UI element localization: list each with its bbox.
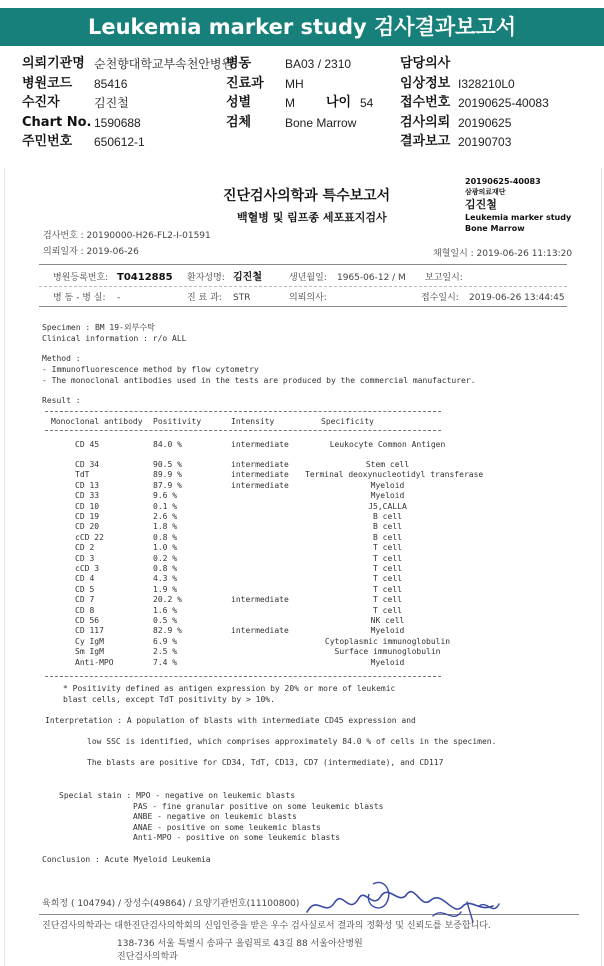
marker-name: CD 45: [75, 440, 100, 449]
lab-department: 진단검사의학과: [117, 952, 178, 962]
marker-specificity: Myeloid: [370, 491, 405, 501]
marker-specificity: T cell: [373, 574, 402, 584]
marker-positivity: 0.8 %: [153, 564, 178, 573]
marker-positivity: 1.9 %: [153, 584, 178, 594]
table-row: [5, 460, 601, 471]
stamp-test: Leukemia marker study: [465, 213, 572, 222]
marker-name: CD 34: [75, 460, 100, 469]
footnote-line: blast cells, except TdT positivity by > 10%.: [63, 694, 275, 704]
special-stain-line: PAS - fine granular positive on some leukemic blasts: [133, 801, 384, 811]
special-stain-line: Special stain : MPO - negative on leukemic blasts: [59, 791, 296, 800]
header-ward-label: 병동: [226, 56, 252, 71]
marker-name: cCD 3: [75, 564, 100, 573]
stamp-patient: 김진철: [465, 198, 497, 211]
header-report-date-value: 20190703: [458, 135, 512, 149]
table-row: [5, 564, 601, 575]
doctor-label: 의뢰의사:: [289, 293, 327, 303]
certification-text: 진단검사의학과는 대한진단검사의학회의 신임인증을 받은 우수 검사실로서 결과의 정확성 및 신뢰도를 보증합니다.: [42, 921, 491, 931]
marker-intensity: intermediate: [231, 595, 289, 605]
name-value: 김진철: [233, 272, 262, 283]
header-resident-no-label: 주민번호: [22, 134, 73, 149]
header-report-date-label: 결과보고: [400, 134, 451, 149]
marker-specificity: Stem cell: [365, 460, 410, 469]
table-row: [5, 470, 601, 481]
report-subtitle: 백혈병 및 림프종 세포표지검사: [237, 211, 387, 224]
method-line: - The monoclonal antibodies used in the tests are produced by the commercial manufacturer.: [42, 375, 476, 385]
exam-number: 검사번호 : 20190000-H26-FL2-I-01591: [43, 231, 211, 241]
specimen-line: Specimen : BM 19-외부수탁: [42, 323, 155, 332]
header-sex-label: 성별: [226, 95, 252, 110]
table-row: [5, 440, 601, 451]
interpretation-line: low SSC is identified, which comprises approximately 84.0 % of cells in the specimen.: [87, 737, 497, 746]
header-specimen-value: Bone Marrow: [285, 115, 357, 130]
marker-specificity: Terminal deoxynucleotidyl transferase: [305, 470, 484, 480]
header-referrer-label: 의뢰기관명: [22, 56, 85, 71]
marker-specificity: B cell: [373, 532, 402, 542]
marker-name: CD 33: [75, 491, 100, 501]
col-antibody: Monoclonal antibody: [51, 417, 143, 426]
marker-intensity: intermediate: [231, 626, 289, 636]
receive-value: 2019-06-26 13:44:45: [469, 293, 565, 303]
marker-positivity: 90.5 %: [153, 460, 182, 469]
stamp-specimen: Bone Marrow: [465, 224, 525, 233]
col-specificity: Specificity: [321, 417, 374, 426]
dept-label: 진 료 과:: [187, 293, 222, 303]
table-row: [5, 491, 601, 502]
table-row: [5, 554, 601, 565]
header-specimen-label: 검체: [226, 114, 252, 130]
marker-specificity: T cell: [373, 564, 402, 573]
marker-name: CD 20: [75, 522, 100, 532]
marker-name: CD 4: [75, 574, 95, 584]
header-sex-value: M: [285, 96, 295, 110]
marker-intensity: intermediate: [231, 460, 289, 469]
table-row: [5, 522, 601, 533]
result-title: Result :: [42, 396, 81, 405]
special-stain-line: ANAE - positive on some leukemic blasts: [133, 822, 321, 832]
header-department-label: 진료과: [226, 75, 264, 91]
footnote-line: * Positivity defined as antigen expression by 20% or more of leukemic: [63, 684, 396, 693]
marker-name: TdT: [75, 470, 90, 480]
header-request-date-label: 검사의뢰: [400, 114, 451, 130]
header-doctor-label: 담당의사: [400, 56, 451, 71]
special-stain-line: Anti-MPO - positive on some leukemic blasts: [133, 833, 341, 842]
table-row: [5, 626, 601, 637]
table-row: [5, 616, 601, 627]
result-table-header: [5, 417, 601, 428]
table-row: [5, 595, 601, 606]
marker-specificity: Surface immunoglobulin: [334, 647, 441, 657]
special-stain-line: ANBE - negative on leukemic blasts: [133, 812, 297, 821]
stamp-lab-name: 삼광의료재단: [465, 188, 506, 196]
table-row: [5, 502, 601, 513]
birth-value: 1965-06-12 / M: [337, 273, 406, 283]
header-resident-no-value: 650612-1: [94, 135, 145, 149]
dept-value: STR: [233, 293, 251, 303]
marker-name: CD 13: [75, 480, 100, 490]
marker-specificity: B cell: [373, 522, 402, 532]
receipt-stamp: [465, 176, 571, 234]
method-title: Method :: [42, 354, 81, 363]
marker-specificity: T cell: [373, 605, 402, 615]
interpretation-line: The blasts are positive for CD34, TdT, CD13, CD7 (intermediate), and CD117: [87, 758, 444, 767]
header-referrer-value: 순천향대학교부속천안병원: [94, 57, 234, 71]
birth-label: 생년월일:: [289, 273, 327, 283]
signers: 육희정 ( 104794) / 장성수(49864) / 요양기관번호(11100800): [42, 899, 300, 909]
marker-intensity: intermediate: [231, 470, 289, 480]
method-line: - Immunofluorescence method by flow cytometry: [42, 365, 259, 374]
marker-name: Cy IgM: [75, 636, 104, 646]
clinical-info-line: Clinical information : r/o ALL: [42, 334, 187, 343]
header-age-label: 나이: [326, 95, 352, 110]
marker-positivity: 0.2 %: [153, 553, 178, 563]
reg-value: T0412885: [117, 272, 173, 283]
ward-value: -: [117, 293, 121, 303]
marker-specificity: B cell: [373, 512, 402, 521]
marker-specificity: Cytoplasmic immunoglobulin: [324, 636, 451, 646]
marker-positivity: 2.5 %: [153, 647, 178, 657]
marker-intensity: intermediate: [231, 480, 289, 490]
table-row: [5, 585, 601, 596]
marker-specificity: Myeloid: [370, 657, 405, 667]
table-row: [5, 543, 601, 554]
report-title: 진단검사의학과 특수보고서: [223, 188, 391, 204]
marker-specificity: T cell: [373, 584, 402, 594]
marker-positivity: 6.9 %: [153, 636, 178, 646]
collect-date: 채혈일시 : 2019-06-26 11:13:20: [433, 249, 573, 259]
header-receipt-no-label: 접수번호: [400, 95, 451, 110]
ward-label: 병 동 - 병 실:: [53, 293, 106, 303]
header-clinical-info-value: I328210L0: [458, 76, 515, 91]
table-row: [5, 606, 601, 617]
marker-positivity: 89.9 %: [153, 470, 182, 480]
marker-positivity: 7.4 %: [153, 657, 178, 667]
marker-name: CD 8: [75, 605, 95, 615]
marker-positivity: 1.0 %: [153, 543, 178, 553]
marker-name: Anti-MPO: [75, 657, 114, 667]
marker-name: CD 7: [75, 595, 95, 605]
lab-address: 138-736 서울 특별시 송파구 올림픽로 43길 88 서울아산병원: [117, 939, 363, 949]
marker-name: cCD 22: [75, 532, 104, 542]
marker-positivity: 2.6 %: [153, 512, 178, 521]
header-ward-value: BA03 / 2310: [285, 57, 352, 71]
header-patient-value: 김진철: [94, 96, 129, 110]
marker-name: CD 2: [75, 543, 95, 553]
marker-name: CD 117: [75, 626, 104, 636]
marker-positivity: 82.9 %: [153, 626, 182, 636]
header-age-value: 54: [360, 96, 374, 110]
marker-specificity: T cell: [373, 553, 402, 563]
marker-specificity: Myeloid: [370, 480, 405, 490]
header-request-date-value: 20190625: [458, 115, 512, 130]
table-row: [5, 637, 601, 648]
header-chart-no-label: Chart No.: [22, 114, 92, 130]
conclusion: Conclusion : Acute Myeloid Leukemia: [42, 855, 211, 864]
header-clinical-info-label: 임상정보: [400, 75, 451, 91]
col-intensity: Intensity: [231, 417, 275, 426]
header-department-value: MH: [285, 76, 304, 91]
table-row: [5, 481, 601, 492]
table-row: [5, 658, 601, 669]
marker-specificity: Myeloid: [370, 626, 405, 636]
marker-positivity: 1.8 %: [153, 522, 178, 532]
handwritten-signature-icon: [303, 876, 503, 936]
marker-positivity: 84.0 %: [153, 440, 182, 449]
marker-positivity: 87.9 %: [153, 480, 182, 490]
marker-positivity: 0.1 %: [153, 501, 178, 511]
report-banner-title: Leukemia marker study 검사결과보고서: [0, 8, 604, 46]
marker-intensity: intermediate: [231, 440, 289, 449]
marker-positivity: 1.6 %: [153, 605, 178, 615]
col-positivity: Positivity: [153, 417, 202, 426]
header-hospital-code-label: 병원코드: [22, 75, 73, 91]
marker-name: CD 10: [75, 501, 100, 511]
stamp-receipt-no: 20190625-40083: [465, 177, 541, 186]
marker-positivity: 20.2 %: [153, 595, 182, 605]
marker-positivity: 4.3 %: [153, 574, 178, 584]
marker-specificity: T cell: [373, 595, 402, 605]
table-row: [5, 647, 601, 658]
marker-name: CD 5: [75, 584, 95, 594]
table-row: [5, 574, 601, 585]
table-row: [5, 533, 601, 544]
interpretation-line: Interpretation : A population of blasts with intermediate CD45 expression and: [45, 716, 416, 725]
header-chart-no-value: 1590688: [94, 115, 141, 130]
marker-name: CD 3: [75, 553, 95, 563]
marker-name: CD 19: [75, 512, 100, 521]
reg-label: 병원등록번호:: [53, 273, 109, 283]
receive-label: 접수일시:: [421, 293, 459, 303]
report-date-label: 보고일시:: [425, 273, 463, 283]
marker-specificity: T cell: [373, 543, 402, 553]
marker-specificity: J5,CALLA: [368, 501, 407, 511]
marker-name: CD 56: [75, 616, 100, 625]
request-date: 의뢰일자 : 2019-06-26: [43, 247, 139, 257]
marker-specificity: NK cell: [370, 616, 405, 625]
marker-positivity: 0.5 %: [153, 616, 178, 625]
header-hospital-code-value: 85416: [94, 76, 128, 91]
marker-positivity: 0.8 %: [153, 532, 178, 542]
name-label: 환자성명:: [187, 273, 225, 283]
table-row: [5, 512, 601, 523]
scanned-report: [4, 168, 602, 966]
marker-name: Sm IgM: [75, 647, 104, 657]
header-patient-label: 수진자: [22, 95, 60, 110]
marker-positivity: 9.6 %: [153, 491, 178, 501]
marker-specificity: Leukocyte Common Antigen: [329, 440, 446, 449]
header-receipt-no-value: 20190625-40083: [458, 96, 549, 110]
